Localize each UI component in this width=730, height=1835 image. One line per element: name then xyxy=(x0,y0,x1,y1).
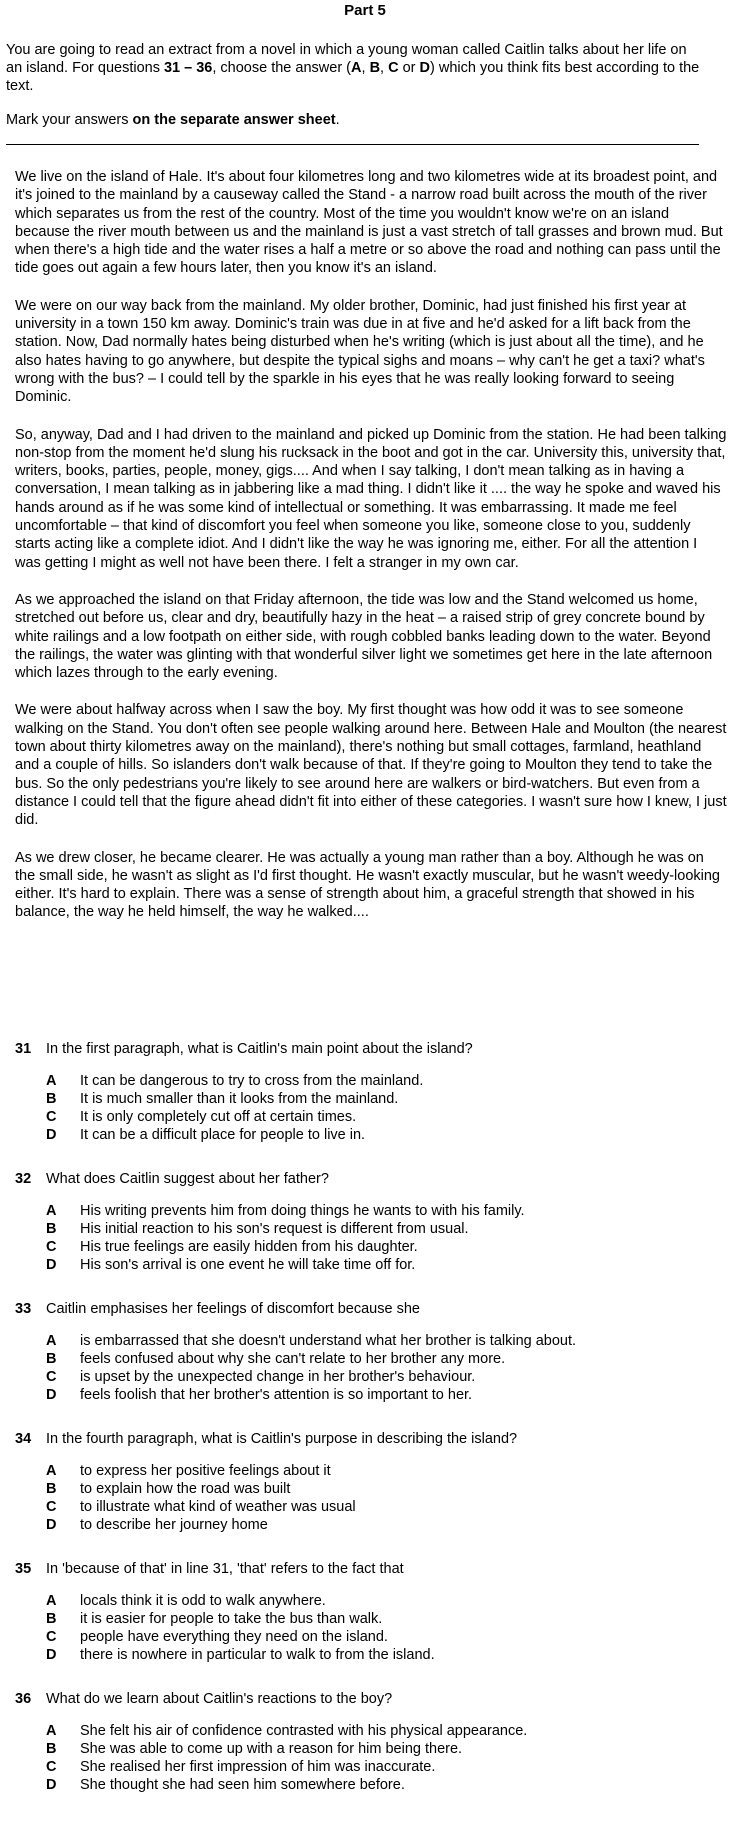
option-text: to express her positive feelings about it xyxy=(80,1463,331,1479)
passage-paragraph-4: As we approached the island on that Friday afternoon, the tide was low and the Stand welcomed us home, stretched out before us, clear and dry, beautifully hazy in the heat – a raised strip of grey concrete bound by white railings and a low footpath on either side, with rough cobbled banks leading down to the water. Beyond the railings, the water was glinting with that wonderful silver light we sometimes get here in the late afternoon which lazes through to the early evening. xyxy=(15,591,713,682)
question-number: 31 xyxy=(15,1041,32,1057)
intro-text-3: , xyxy=(361,60,370,76)
question-text: In the first paragraph, what is Caitlin's main point about the island? xyxy=(46,1041,473,1057)
option-text: His true feelings are easily hidden from his daughter. xyxy=(80,1239,418,1255)
answer-option-c xyxy=(46,1368,727,1386)
answer-option-d xyxy=(46,1646,727,1664)
question-34 xyxy=(15,1430,727,1534)
option-text: It can be a difficult place for people to live in. xyxy=(80,1127,366,1143)
answer-options xyxy=(15,1592,727,1664)
answer-option-d xyxy=(46,1256,727,1274)
answer-option-b xyxy=(46,1220,727,1238)
option-letter: B xyxy=(46,1741,57,1757)
option-text: It is only completely cut off at certain times. xyxy=(80,1109,357,1125)
question-text: What do we learn about Caitlin's reactions to the boy? xyxy=(46,1691,393,1707)
option-letter: D xyxy=(46,1517,57,1533)
answer-options xyxy=(15,1072,727,1144)
answer-option-a xyxy=(46,1592,727,1610)
option-text: She was able to come up with a reason for him being there. xyxy=(80,1741,463,1757)
answer-option-d xyxy=(46,1126,727,1144)
answer-sheet-instruction xyxy=(6,111,706,129)
answer-option-c xyxy=(46,1498,727,1516)
option-text: She felt his air of confidence contrasted with his physical appearance. xyxy=(80,1723,528,1739)
option-b-label: B xyxy=(369,60,381,76)
option-text: His son's arrival is one event he will take time off for. xyxy=(80,1257,416,1273)
intro-text-5: or xyxy=(398,60,420,76)
option-text: It can be dangerous to try to cross from the mainland. xyxy=(80,1073,424,1089)
question-stem xyxy=(15,1560,727,1578)
option-text: is embarrassed that she doesn't understand what her brother is talking about. xyxy=(80,1333,577,1349)
option-letter: A xyxy=(46,1203,57,1219)
question-text: What does Caitlin suggest about her father? xyxy=(46,1171,329,1187)
answer-options xyxy=(15,1722,727,1794)
question-number: 34 xyxy=(15,1431,32,1447)
option-text: people have everything they need on the island. xyxy=(80,1629,388,1645)
option-text: feels foolish that her brother's attention is so important to her. xyxy=(80,1387,473,1403)
option-letter: C xyxy=(46,1239,57,1255)
question-number: 36 xyxy=(15,1691,32,1707)
question-text: In 'because of that' in line 31, 'that' refers to the fact that xyxy=(46,1561,404,1577)
option-letter: D xyxy=(46,1257,57,1273)
passage-paragraph-5: We were about halfway across when I saw the boy. My first thought was how odd it was to see someone walking on the Stand. You don't often see people walking around here. Between Hale and Moulton (the nearest town about thirty kilometres away on the mainland), there's nothing but small cottages, farmland, heathland and a couple of hills. So islanders don't walk because of that. If they're going to Moulton they tend to take the bus. So the only pedestrians you're likely to see around here are walkers or bird-watchers. But even from a distance I could tell that the figure ahead didn't fit into either of these categories. I wasn't sure how I knew, I just did. xyxy=(15,702,727,829)
question-number: 32 xyxy=(15,1171,32,1187)
option-text: to explain how the road was built xyxy=(80,1481,291,1497)
reading-passage xyxy=(15,168,727,941)
intro-text-1: You are going to read an extract from a novel in which a young woman called Caitlin talks about her life on an island. For questions xyxy=(6,42,687,76)
question-33 xyxy=(15,1300,727,1404)
passage-paragraph-1: We live on the island of Hale. It's about four kilometres long and two kilometres wide at its broadest point, and it's joined to the mainland by a causeway called the Stand - a narrow road built across the mouth of the river which separates us from the rest of the country. Most of the time you wouldn't know we're on an island because the river mouth between us and the mainland is just a vast stretch of tall grasses and brown mud. But when there's a high tide and the water rises a half a metre or so above the road and nothing can pass until the tide goes out again a few hours later, then you know it's an island. xyxy=(15,169,723,277)
question-35 xyxy=(15,1560,727,1664)
answer-option-c xyxy=(46,1108,727,1126)
option-letter: A xyxy=(46,1593,57,1609)
option-d-label: D xyxy=(419,60,431,76)
option-text: there is nowhere in particular to walk to from the island. xyxy=(80,1647,435,1663)
option-letter: A xyxy=(46,1723,57,1739)
mark-text-before: Mark your answers xyxy=(6,112,133,128)
option-letter: C xyxy=(46,1629,57,1645)
option-letter: A xyxy=(46,1333,57,1349)
answer-option-a xyxy=(46,1332,727,1350)
passage-paragraph-3: So, anyway, Dad and I had driven to the mainland and picked up Dominic from the station. He had been talking non-stop from the moment he'd slung his rucksack in the boot and got in the car. University this, university that, writers, books, parties, people, money, gigs.... And when I say talking, I don't mean talking as in having a conversation, I mean talking as in jabbering like a mad thing. I didn't like it .... the way he spoke and waved his hands around as if he was some kind of intellectual or something. It was embarrassing. It made me feel uncomfortable – that kind of discomfort you feel when someone you like, someone close to you, suddenly starts acting like a complete idiot. And I didn't like the way he was ignoring me, either. For all the attention I was getting I might as well not have been there. I felt a stranger in my own car. xyxy=(15,426,727,571)
answer-option-d xyxy=(46,1776,727,1794)
option-text: His writing prevents him from doing things he wants to with his family. xyxy=(80,1203,525,1219)
question-stem xyxy=(15,1690,727,1708)
question-number: 35 xyxy=(15,1561,32,1577)
option-letter: C xyxy=(46,1109,57,1125)
question-number: 33 xyxy=(15,1301,32,1317)
option-letter: B xyxy=(46,1351,57,1367)
task-instructions xyxy=(6,41,706,95)
answer-option-a xyxy=(46,1202,727,1220)
option-letter: D xyxy=(46,1647,57,1663)
answer-option-b xyxy=(46,1480,727,1498)
option-letter: B xyxy=(46,1481,57,1497)
answer-options xyxy=(15,1202,727,1274)
option-letter: A xyxy=(46,1463,57,1479)
question-stem xyxy=(15,1170,727,1188)
option-letter: D xyxy=(46,1387,57,1403)
answer-option-d xyxy=(46,1386,727,1404)
answer-options xyxy=(15,1462,727,1534)
option-text: locals think it is odd to walk anywhere. xyxy=(80,1593,326,1609)
answer-options xyxy=(15,1332,727,1404)
option-text: She thought she had seen him somewhere before. xyxy=(80,1777,405,1793)
question-31 xyxy=(15,1040,727,1144)
mark-text-bold: on the separate answer sheet xyxy=(132,112,336,128)
mark-text-after: . xyxy=(335,112,340,128)
question-stem xyxy=(15,1430,727,1448)
answer-option-b xyxy=(46,1090,727,1108)
option-letter: B xyxy=(46,1611,57,1627)
option-text: is upset by the unexpected change in her brother's behaviour. xyxy=(80,1369,476,1385)
question-list xyxy=(15,1040,727,1820)
option-letter: A xyxy=(46,1073,57,1089)
option-text: It is much smaller than it looks from the mainland. xyxy=(80,1091,399,1107)
question-36 xyxy=(15,1690,727,1794)
option-a-label: A xyxy=(351,60,362,76)
intro-text-6: ) which you think fits best according to the text. xyxy=(6,60,700,94)
option-text: feels confused about why she can't relate to her brother any more. xyxy=(80,1351,506,1367)
question-stem xyxy=(15,1300,727,1318)
intro-text-2: , choose the answer ( xyxy=(212,60,352,76)
option-text: it is easier for people to take the bus than walk. xyxy=(80,1611,383,1627)
option-text: His initial reaction to his son's request is different from usual. xyxy=(80,1221,469,1237)
question-text: Caitlin emphasises her feelings of discomfort because she xyxy=(46,1301,420,1317)
option-letter: B xyxy=(46,1091,57,1107)
option-letter: C xyxy=(46,1369,57,1385)
answer-option-c xyxy=(46,1238,727,1256)
option-text: She realised her first impression of him was inaccurate. xyxy=(80,1759,436,1775)
answer-option-d xyxy=(46,1516,727,1534)
option-text: to illustrate what kind of weather was usual xyxy=(80,1499,356,1515)
question-text: In the fourth paragraph, what is Caitlin's purpose in describing the island? xyxy=(46,1431,518,1447)
option-letter: B xyxy=(46,1221,57,1237)
answer-option-c xyxy=(46,1628,727,1646)
option-c-label: C xyxy=(388,60,399,76)
answer-option-b xyxy=(46,1350,727,1368)
question-range: 31 – 36 xyxy=(163,60,213,76)
intro-text-4: , xyxy=(380,60,389,76)
passage-paragraph-2: We were on our way back from the mainland. My older brother, Dominic, had just finished his first year at university in a town 150 km away. Dominic's train was due in at five and he'd asked for a lift back from the station. Now, Dad normally hates being disturbed when he's writing (which is just about all the time), and he also hates having to go anywhere, but despite the typical sighs and moans – why can't he get a taxi? what's wrong with the bus? – I could tell by the sparkle in his eyes that he was really looking forward to seeing Dominic. xyxy=(15,297,705,406)
option-text: to describe her journey home xyxy=(80,1517,268,1533)
option-letter: D xyxy=(46,1777,57,1793)
answer-option-b xyxy=(46,1740,727,1758)
answer-option-c xyxy=(46,1758,727,1776)
answer-option-b xyxy=(46,1610,727,1628)
question-32 xyxy=(15,1170,727,1274)
part-title: Part 5 xyxy=(344,2,386,19)
option-letter: D xyxy=(46,1127,57,1143)
option-letter: C xyxy=(46,1759,57,1775)
answer-option-a xyxy=(46,1462,727,1480)
answer-option-a xyxy=(46,1072,727,1090)
option-letter: C xyxy=(46,1499,57,1515)
section-divider xyxy=(6,144,699,145)
answer-option-a xyxy=(46,1722,727,1740)
question-stem xyxy=(15,1040,727,1058)
passage-paragraph-6: As we drew closer, he became clearer. He was actually a young man rather than a boy. Although he was on the small side, he wasn't as slight as I'd first thought. He wasn't exactly muscular, but he wasn't weedy-looking either. It's hard to explain. There was a sense of strength about him, a graceful strength that showed in his balance, the way he held himself, the way he walked.... xyxy=(15,849,720,921)
